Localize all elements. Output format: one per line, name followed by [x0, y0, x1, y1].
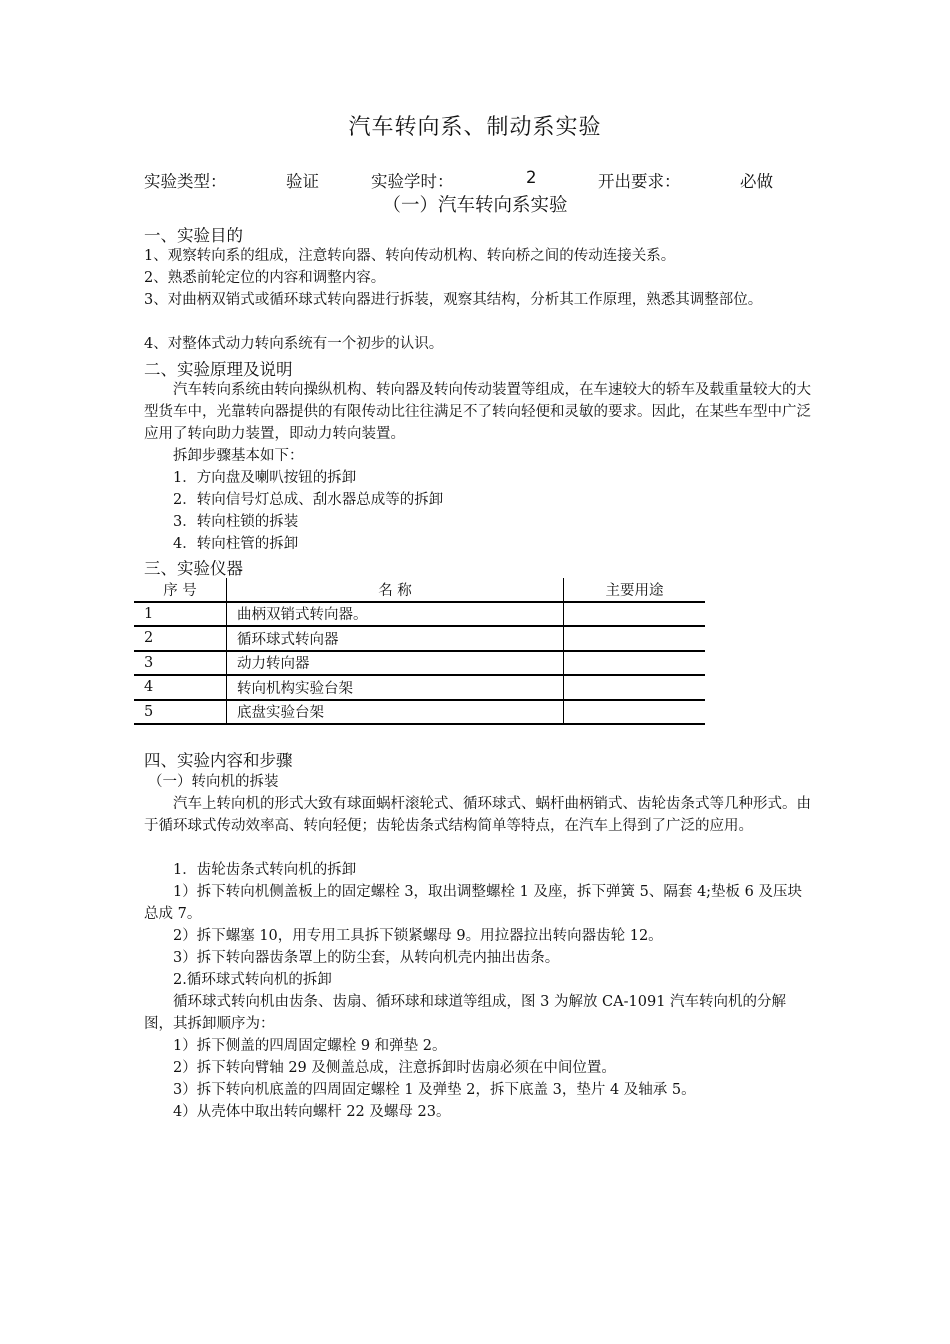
column-header-number: 序 号 [134, 578, 227, 602]
row-name: 底盘实验台架 [227, 700, 564, 725]
experiment-meta [0, 168, 950, 192]
requirement-label: 开出要求： [598, 172, 681, 191]
equipment-table [134, 578, 705, 725]
step-item: 2．转向信号灯总成、刮水器总成等的拆卸 [173, 492, 444, 508]
row-purpose [564, 651, 706, 676]
step-item: 1．方向盘及喇叭按钮的拆卸 [173, 470, 357, 486]
procedure-step: 2）拆下螺塞 10，用专用工具拆下锁紧螺母 9。用拉器拉出转向器齿轮 12。 [173, 928, 663, 944]
row-purpose [564, 700, 706, 725]
objective-item: 1、观察转向系的组成，注意转向器、转向传动机构、转向桥之间的传动连接关系。 [144, 248, 676, 264]
objective-item: 2、熟悉前轮定位的内容和调整内容。 [144, 270, 386, 286]
part-title: 2.循环球式转向机的拆卸 [173, 972, 332, 988]
section-heading-procedure: 四、实验内容和步骤 [144, 751, 293, 770]
procedure-step: 2）拆下转向臂轴 29 及侧盖总成，注意拆卸时齿扇必须在中间位置。 [173, 1060, 616, 1076]
table-row [134, 700, 705, 725]
section-subtitle: （一）汽车转向系实验 [382, 195, 568, 216]
row-purpose [564, 675, 706, 700]
section-heading-objectives: 一、实验目的 [144, 226, 243, 245]
row-name: 循环球式转向器 [227, 626, 564, 651]
requirement-value: 必做 [740, 172, 773, 191]
row-number: 5 [134, 700, 227, 725]
hours-label: 实验学时： [371, 172, 454, 191]
type-label: 实验类型： [144, 172, 227, 191]
row-number: 2 [134, 626, 227, 651]
objective-item: 4、对整体式动力转向系统有一个初步的认识。 [144, 336, 444, 352]
principle-paragraph: 汽车转向系统由转向操纵机构、转向器及转向传动装置等组成，在车速较大的轿车及载重量较大的大型货车中，光靠转向器提供的有限传动比往往满足不了转向轻便和灵敏的要求。因此，在某些车型中广泛应用了转向助力装置，即动力转向装置。 [144, 382, 811, 442]
column-header-name: 名 称 [227, 578, 564, 602]
column-header-purpose: 主要用途 [564, 578, 706, 602]
row-number: 1 [134, 602, 227, 627]
document-title: 汽车转向系、制动系实验 [348, 115, 602, 140]
table-row [134, 626, 705, 651]
procedure-step: 3）拆下转向器齿条罩上的防尘套，从转向机壳内抽出齿条。 [173, 950, 560, 966]
procedure-paragraph: 循环球式转向机由齿条、齿扇、循环球和球道等组成，图 3 为解放 CA-1091 汽车转向机的分解图，其拆卸顺序为： [144, 994, 787, 1032]
procedure-step: 1）拆下侧盖的四周固定螺栓 9 和弹垫 2。 [173, 1038, 447, 1054]
row-number: 4 [134, 675, 227, 700]
step-item: 4．转向柱管的拆卸 [173, 536, 299, 552]
table-row [134, 602, 705, 627]
section-heading-equipment: 三、实验仪器 [144, 559, 243, 578]
procedure-step: 4）从壳体中取出转向螺杆 22 及螺母 23。 [173, 1104, 451, 1120]
steps-intro: 拆卸步骤基本如下： [173, 448, 304, 464]
row-purpose [564, 602, 706, 627]
row-name: 曲柄双销式转向器。 [227, 602, 564, 627]
row-purpose [564, 626, 706, 651]
hours-value: 2 [526, 168, 537, 187]
table-row [134, 651, 705, 676]
row-name: 动力转向器 [227, 651, 564, 676]
procedure-paragraph: 汽车上转向机的形式大致有球面蜗杆滚轮式、循环球式、蜗杆曲柄销式、齿轮齿条式等几种形式。由于循环球式传动效率高、转向轻便；齿轮齿条式结构简单等特点，在汽车上得到了广泛的应用。 [144, 796, 811, 834]
row-name: 转向机构实验台架 [227, 675, 564, 700]
row-number: 3 [134, 651, 227, 676]
table-row [134, 675, 705, 700]
procedure-step: 3）拆下转向机底盖的四周固定螺栓 1 及弹垫 2，拆下底盖 3，垫片 4 及轴承 5。 [173, 1082, 696, 1098]
type-value: 验证 [286, 172, 319, 191]
procedure-step: 1）拆下转向机侧盖板上的固定螺栓 3，取出调整螺栓 1 及座，拆下弹簧 5、隔套 4;垫板 6 及压块总成 7。 [144, 884, 802, 922]
table-header-row [134, 578, 705, 602]
section-heading-principle: 二、实验原理及说明 [144, 360, 293, 379]
part-title: 1．齿轮齿条式转向机的拆卸 [173, 862, 357, 878]
subsection-title: （一）转向机的拆装 [148, 774, 279, 790]
step-item: 3．转向柱锁的拆装 [173, 514, 299, 530]
objective-item: 3、对曲柄双销式或循环球式转向器进行拆装，观察其结构，分析其工作原理，熟悉其调整部位。 [144, 292, 763, 308]
